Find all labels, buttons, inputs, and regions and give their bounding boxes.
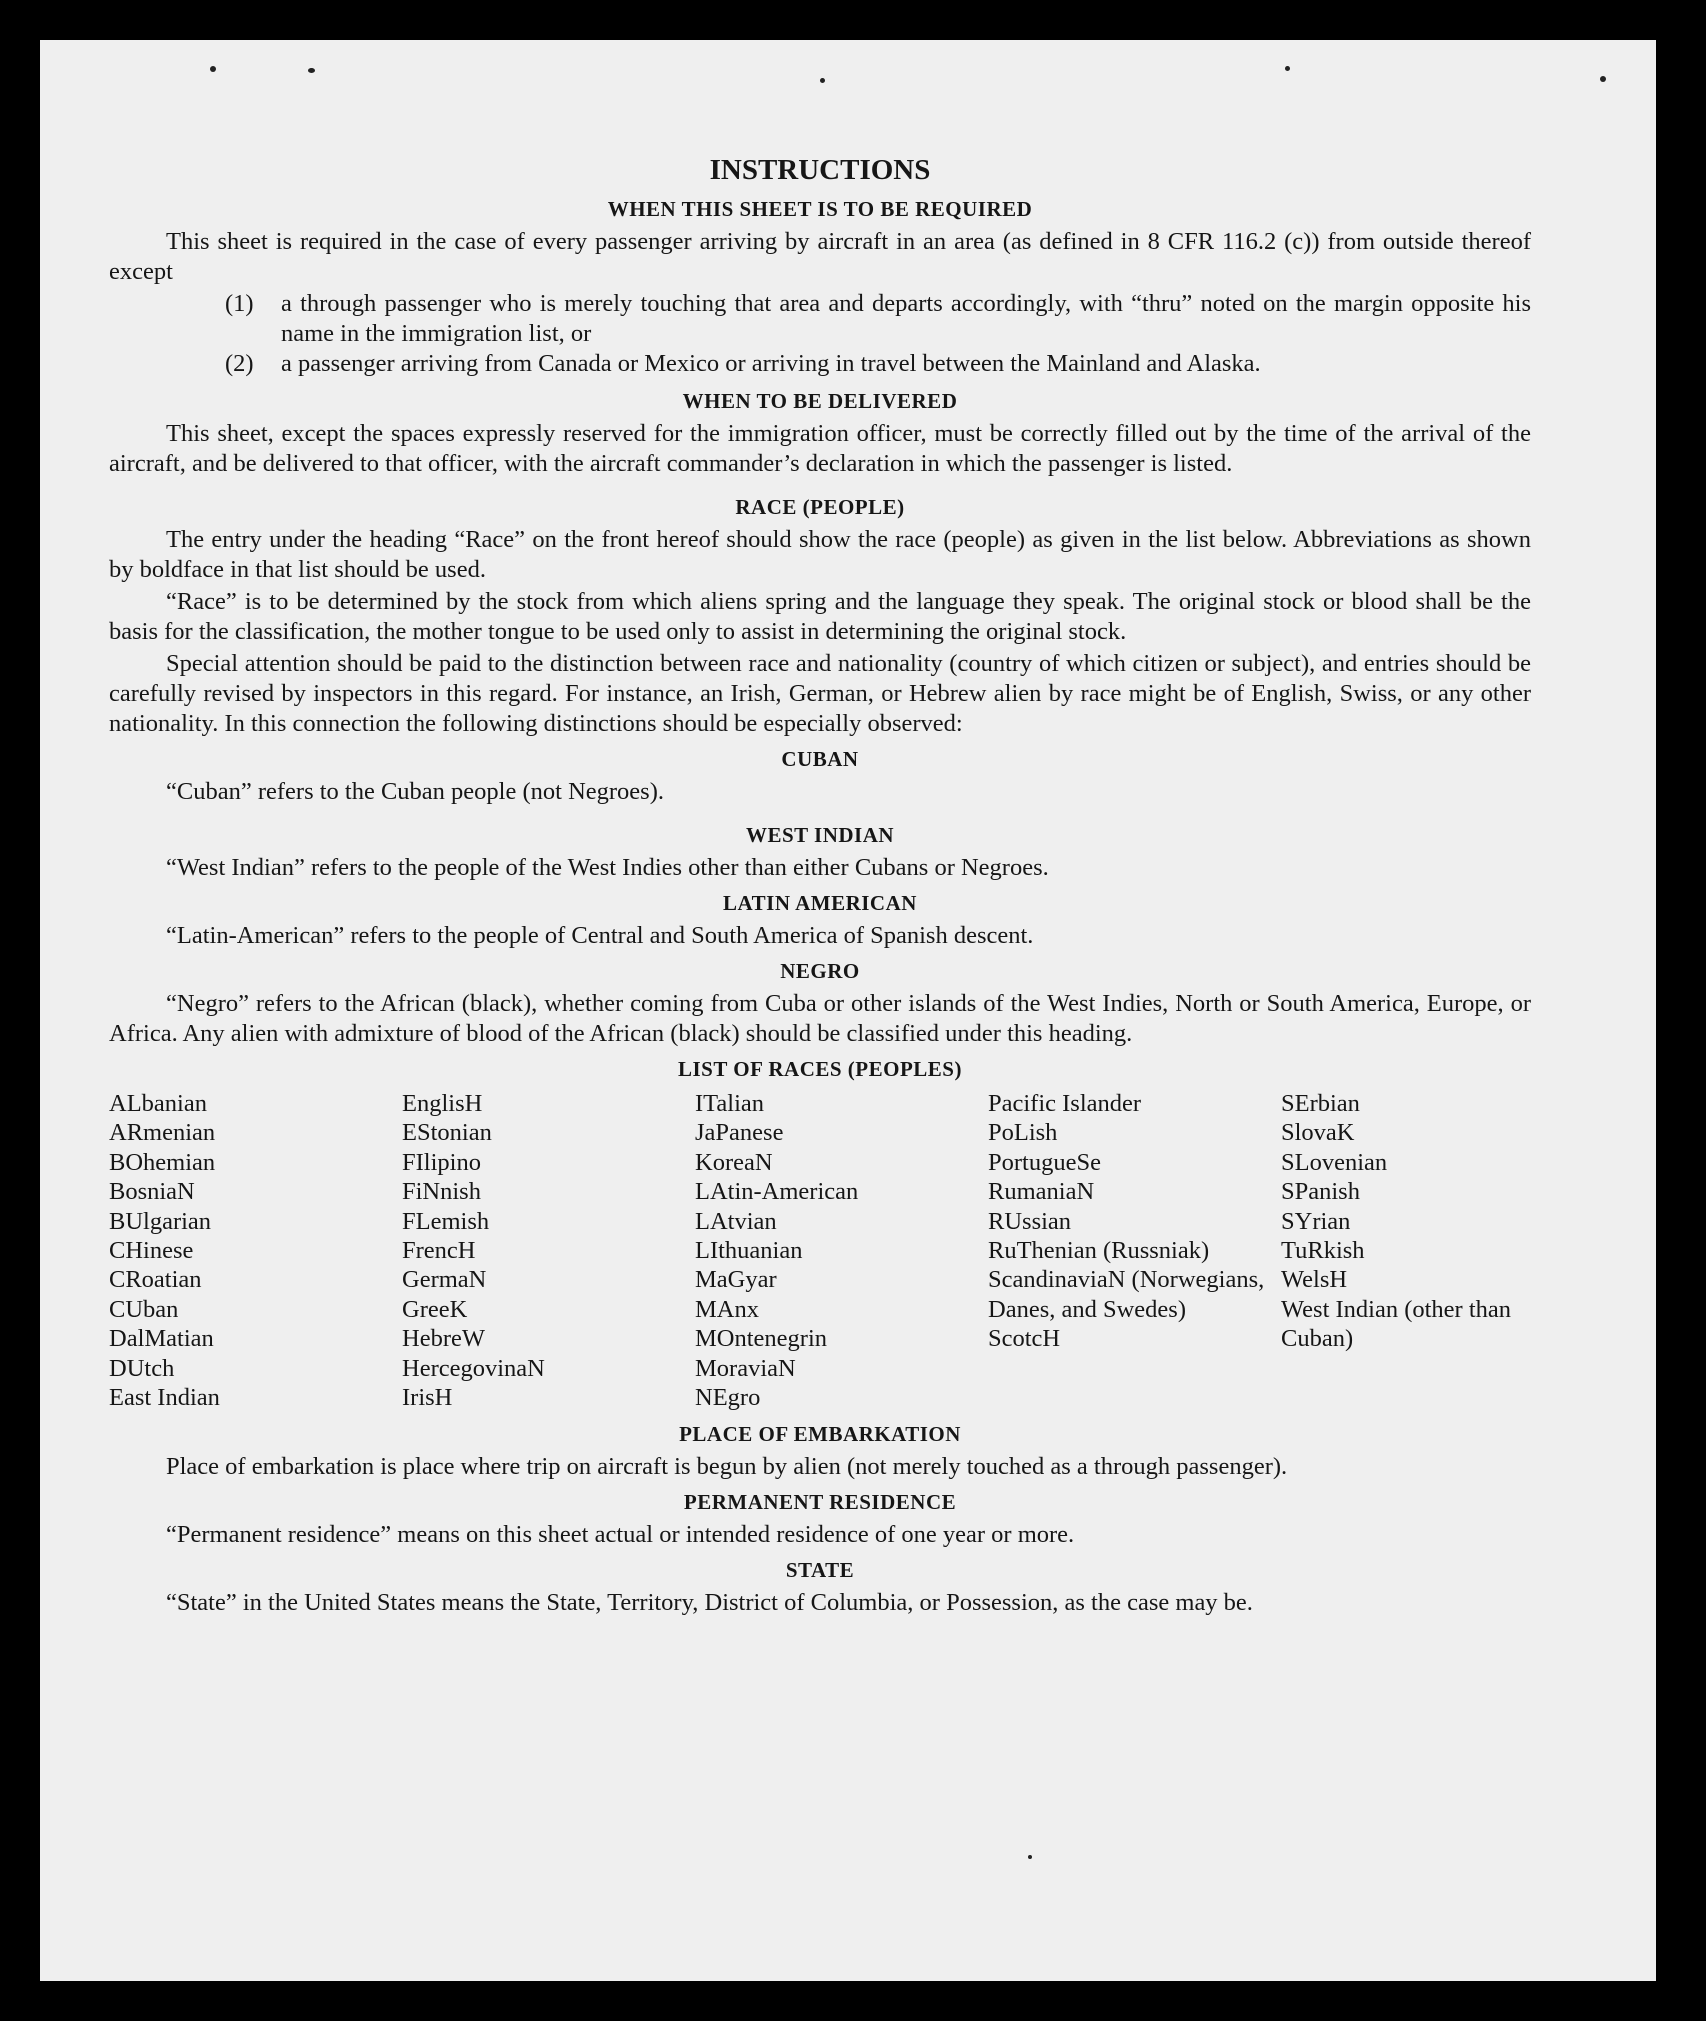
races-column xyxy=(695,1089,988,1412)
races-column xyxy=(109,1089,402,1412)
scan-speck xyxy=(308,68,315,73)
races-column xyxy=(402,1089,695,1412)
race-entry: EStonian xyxy=(402,1119,492,1147)
race-entry: DUtch xyxy=(109,1354,175,1382)
exception-number: (1) xyxy=(225,290,254,317)
race-entry: CUban xyxy=(109,1295,179,1323)
race-entry: BOhemian xyxy=(109,1148,216,1176)
race-entry: LAtvian xyxy=(695,1207,777,1235)
race-entry: GreeK xyxy=(402,1295,468,1323)
race-entry: ScotcH xyxy=(988,1325,1061,1353)
race-entry: RUssian xyxy=(988,1207,1072,1235)
race-entry: MAnx xyxy=(695,1295,759,1323)
race-entry: SLovenian xyxy=(1281,1148,1388,1176)
exception-text: a through passenger who is merely touching that area and departs accordingly, with “thru” noted on the margin opposite his name in the immigration list, or xyxy=(281,290,1531,347)
race-entry: FLemish xyxy=(402,1207,490,1235)
race-entry: KoreaN xyxy=(695,1148,773,1176)
heading-negro: NEGRO xyxy=(780,959,860,983)
race-entry: GermaN xyxy=(402,1266,487,1294)
race-entry: LIthuanian xyxy=(695,1237,803,1265)
heading-when-delivered: WHEN TO BE DELIVERED xyxy=(682,389,958,413)
scan-speck xyxy=(210,66,216,72)
race-entry: IrisH xyxy=(402,1384,453,1412)
race-entry: EnglisH xyxy=(402,1090,483,1117)
exception-item xyxy=(225,349,1531,379)
race-entry: BUlgarian xyxy=(109,1207,212,1235)
races-column xyxy=(1281,1089,1531,1412)
races-column xyxy=(988,1089,1281,1412)
race-entry: ITalian xyxy=(695,1090,765,1117)
race-entry: PortugueSe xyxy=(988,1148,1101,1176)
heading-cuban: CUBAN xyxy=(781,747,859,771)
instructions-content xyxy=(109,154,1531,1624)
race-paragraph-3: Special attention should be paid to the distinction between race and nationality (country of which citizen or subject), and entries should be carefully revised by inspectors in this regard. For instance, an Irish, German, or Hebrew alien by race might be of English, Swiss, or any other nationality. In this connection the following distinctions should be especially observed: xyxy=(109,650,1531,737)
race-entry: CHinese xyxy=(109,1237,194,1265)
race-entry: Pacific Islander xyxy=(988,1090,1142,1117)
race-entry: WelsH xyxy=(1281,1266,1348,1294)
race-entry: MoraviaN xyxy=(695,1354,796,1382)
race-entry: SlovaK xyxy=(1281,1119,1355,1147)
exception-number: (2) xyxy=(225,350,254,377)
race-entry: ARmenian xyxy=(109,1119,216,1147)
race-entry: JaPanese xyxy=(695,1119,784,1147)
heading-race: RACE (PEOPLE) xyxy=(735,495,905,519)
cuban-text: “Cuban” refers to the Cuban people (not Negroes). xyxy=(166,778,664,805)
heading-state: STATE xyxy=(785,1558,855,1583)
race-entry: TuRkish xyxy=(1281,1237,1365,1265)
heading-permanent-residence: PERMANENT RESIDENCE xyxy=(683,1490,957,1515)
race-entry: FiNnish xyxy=(402,1178,481,1206)
scan-speck xyxy=(820,78,825,83)
race-paragraph-2: “Race” is to be determined by the stock from which aliens spring and the language they speak. The original stock or blood shall be the basis for the classification, the mother tongue to be used only to assist in determining the original stock. xyxy=(109,588,1531,645)
negro-text: “Negro” refers to the African (black), whether coming from Cuba or other islands of the West Indies, North or South America, Europe, or Africa. Any alien with admixture of blood of the African (black) should be classified under this heading. xyxy=(109,990,1531,1047)
races-list xyxy=(109,1089,1531,1412)
race-entry: West Indian (other than Cuban) xyxy=(1281,1295,1512,1353)
state-text: “State” in the United States means the State, Territory, District of Columbia, or Possession, as the case may be. xyxy=(166,1589,1253,1617)
when-required-intro: This sheet is required in the case of every passenger arriving by aircraft in an area (as defined in 8 CFR 116.2 (c)) from outside thereof except xyxy=(109,228,1531,285)
page-title: INSTRUCTIONS xyxy=(709,154,931,186)
race-entry: BosniaN xyxy=(109,1178,195,1206)
heading-when-required: WHEN THIS SHEET IS TO BE REQUIRED xyxy=(607,197,1033,221)
race-entry: CRoatian xyxy=(109,1266,202,1294)
race-entry: MaGyar xyxy=(695,1266,777,1294)
race-entry: SErbian xyxy=(1281,1090,1360,1117)
race-entry: ScandinaviaN (Norwegians, Danes, and Swedes) xyxy=(988,1266,1265,1323)
race-entry: SYrian xyxy=(1281,1207,1351,1235)
race-entry: PoLish xyxy=(988,1119,1058,1147)
race-entry: HebreW xyxy=(402,1325,485,1353)
heading-embarkation: PLACE OF EMBARKATION xyxy=(679,1422,961,1447)
race-entry: RuThenian (Russniak) xyxy=(988,1237,1210,1265)
scan-speck xyxy=(1285,66,1290,71)
race-entry: ALbanian xyxy=(109,1090,207,1117)
race-entry: FIlipino xyxy=(402,1148,481,1176)
race-entry: FrencH xyxy=(402,1237,476,1265)
when-delivered-text: This sheet, except the spaces expressly reserved for the immigration officer, must be correctly filled out by the time of the arrival of the aircraft, and be delivered to that officer, with the aircraft commander’s declaration in which the passenger is listed. xyxy=(109,420,1531,477)
race-entry: NEgro xyxy=(695,1384,761,1412)
race-entry: LAtin-American xyxy=(695,1178,859,1206)
race-paragraph-1: The entry under the heading “Race” on the front hereof should show the race (people) as given in the list below. Abbreviations as shown by boldface in that list should be used. xyxy=(109,526,1531,583)
exception-item xyxy=(225,289,1531,349)
scan-speck xyxy=(1028,1855,1032,1859)
race-entry: DalMatian xyxy=(109,1325,214,1353)
race-entry: RumaniaN xyxy=(988,1178,1095,1206)
heading-west-indian: WEST INDIAN xyxy=(745,823,895,847)
race-entry: East Indian xyxy=(109,1384,220,1412)
embarkation-text: Place of embarkation is place where trip on aircraft is begun by alien (not merely touched as a through passenger). xyxy=(166,1453,1288,1481)
west-indian-text: “West Indian” refers to the people of the West Indies other than either Cubans or Negroes. xyxy=(166,854,1049,881)
document-page xyxy=(40,40,1656,1981)
scan-speck xyxy=(1600,76,1606,82)
race-entry: SPanish xyxy=(1281,1178,1360,1206)
race-entry: HercegovinaN xyxy=(402,1354,545,1382)
heading-latin-american: LATIN AMERICAN xyxy=(723,891,917,915)
race-entry: MOntenegrin xyxy=(695,1325,827,1353)
latin-american-text: “Latin-American” refers to the people of Central and South America of Spanish descent. xyxy=(166,922,1034,949)
exception-text: a passenger arriving from Canada or Mexico or arriving in travel between the Mainland and Alaska. xyxy=(281,350,1261,377)
heading-races-list: LIST OF RACES (PEOPLES) xyxy=(678,1057,962,1081)
permanent-residence-text: “Permanent residence” means on this sheet actual or intended residence of one year or more. xyxy=(166,1521,1075,1549)
